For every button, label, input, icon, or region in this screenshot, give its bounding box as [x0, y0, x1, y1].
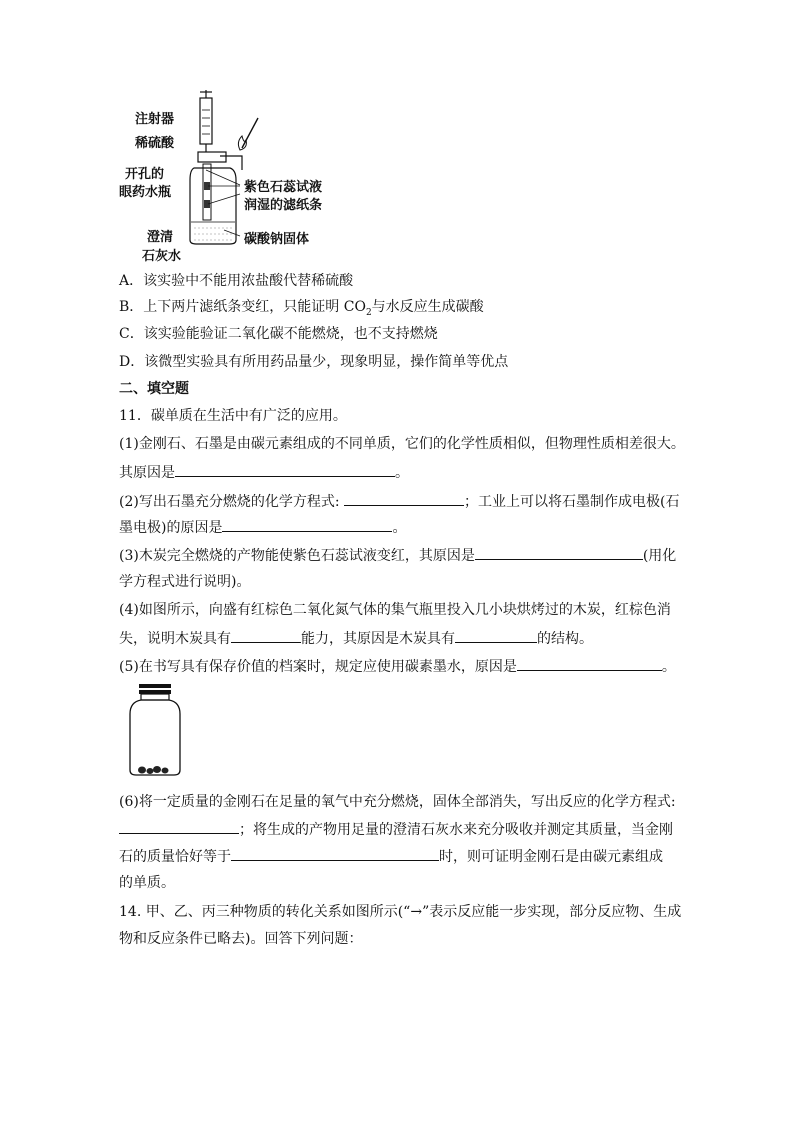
q11-part6-line3: 石的质量恰好等于 时，则可证明金刚石是由碳元素组成 [119, 846, 663, 867]
q11-part6-line4: 的单质。 [119, 875, 175, 891]
gas-jar-figure [126, 682, 186, 778]
q11-part5: (5)在书写具有保存价值的档案时，规定应使用碳素墨水，原因是 。 [119, 656, 676, 677]
q11-stem: 11．碳单质在生活中有广泛的应用。 [119, 408, 347, 424]
dilute-acid-label: 稀硫酸 [135, 136, 175, 151]
option-b: B．上下两片滤纸条变红，只能证明 $CO_2$与水反应生成碳酸 [119, 299, 484, 318]
answer-blank[interactable] [119, 819, 239, 834]
q11-part1-line2: 其原因是 。 [119, 462, 409, 483]
option-c: C．该实验能验证二氧化碳不能燃烧，也不支持燃烧 [119, 326, 438, 342]
limewater-label-line1: 澄清 [147, 230, 174, 245]
answer-blank[interactable] [175, 462, 395, 477]
q11-part2-line1: (2)写出石墨充分燃烧的化学方程式: ；工业上可以将石墨制作成电极(石 [119, 491, 679, 512]
q11-part6-line1: (6)将一定质量的金刚石在足量的氧气中充分燃烧，固体全部消失，写出反应的化学方程式: [119, 794, 676, 810]
answer-blank[interactable] [517, 656, 662, 671]
solid-label: 碳酸钠固体 [244, 232, 310, 247]
bottle-label-line1: 开孔的 [125, 167, 165, 182]
q11-part4-line1: (4)如图所示，向盛有红棕色二氧化氮气体的集气瓶里投入几小块烘烤过的木炭，红棕色消 [119, 602, 671, 618]
answer-blank[interactable] [475, 545, 643, 560]
section-title: 二、填空题 [119, 381, 189, 397]
answer-blank[interactable] [344, 491, 464, 506]
litmus-label-line2: 润湿的滤纸条 [244, 198, 323, 213]
option-d: D．该微型实验具有所用药品量少，现象明显，操作简单等优点 [119, 354, 509, 370]
answer-blank[interactable] [231, 846, 439, 861]
apparatus-drawing [180, 90, 300, 250]
q11-part4-line2: 失，说明木炭具有 能力，其原因是木炭具有 的结构。 [119, 628, 593, 649]
q11-part1-line1: (1)金刚石、石墨是由碳元素组成的不同单质，它们的化学性质相似，但物理性质相差很大。 [119, 436, 685, 452]
option-a: A．该实验中不能用浓盐酸代替稀硫酸 [119, 273, 354, 289]
q11-part6-line2: ；将生成的产物用足量的澄清石灰水来充分吸收并测定其质量，当金刚 [119, 819, 673, 840]
answer-blank[interactable] [455, 628, 537, 643]
q11-part3-line1: (3)木炭完全燃烧的产物能使紫色石蕊试液变红，其原因是 (用化 [119, 545, 676, 566]
q11-part3-line2: 学方程式进行说明)。 [119, 574, 251, 590]
q11-part2-line2: 墨电极)的原因是 。 [119, 517, 406, 538]
limewater-label-line2: 石灰水 [142, 249, 182, 264]
q14-line1: 14. 甲、乙、丙三种物质的转化关系如图所示(“→”表示反应能一步实现，部分反应物、生成 [119, 904, 682, 920]
litmus-label-line1: 紫色石蕊试液 [244, 180, 323, 195]
answer-blank[interactable] [222, 517, 392, 532]
q14-line2: 物和反应条件已略去)。回答下列问题： [119, 931, 363, 947]
syringe-label: 注射器 [135, 112, 175, 127]
answer-blank[interactable] [231, 628, 301, 643]
bottle-label-line2: 眼药水瓶 [119, 185, 172, 200]
